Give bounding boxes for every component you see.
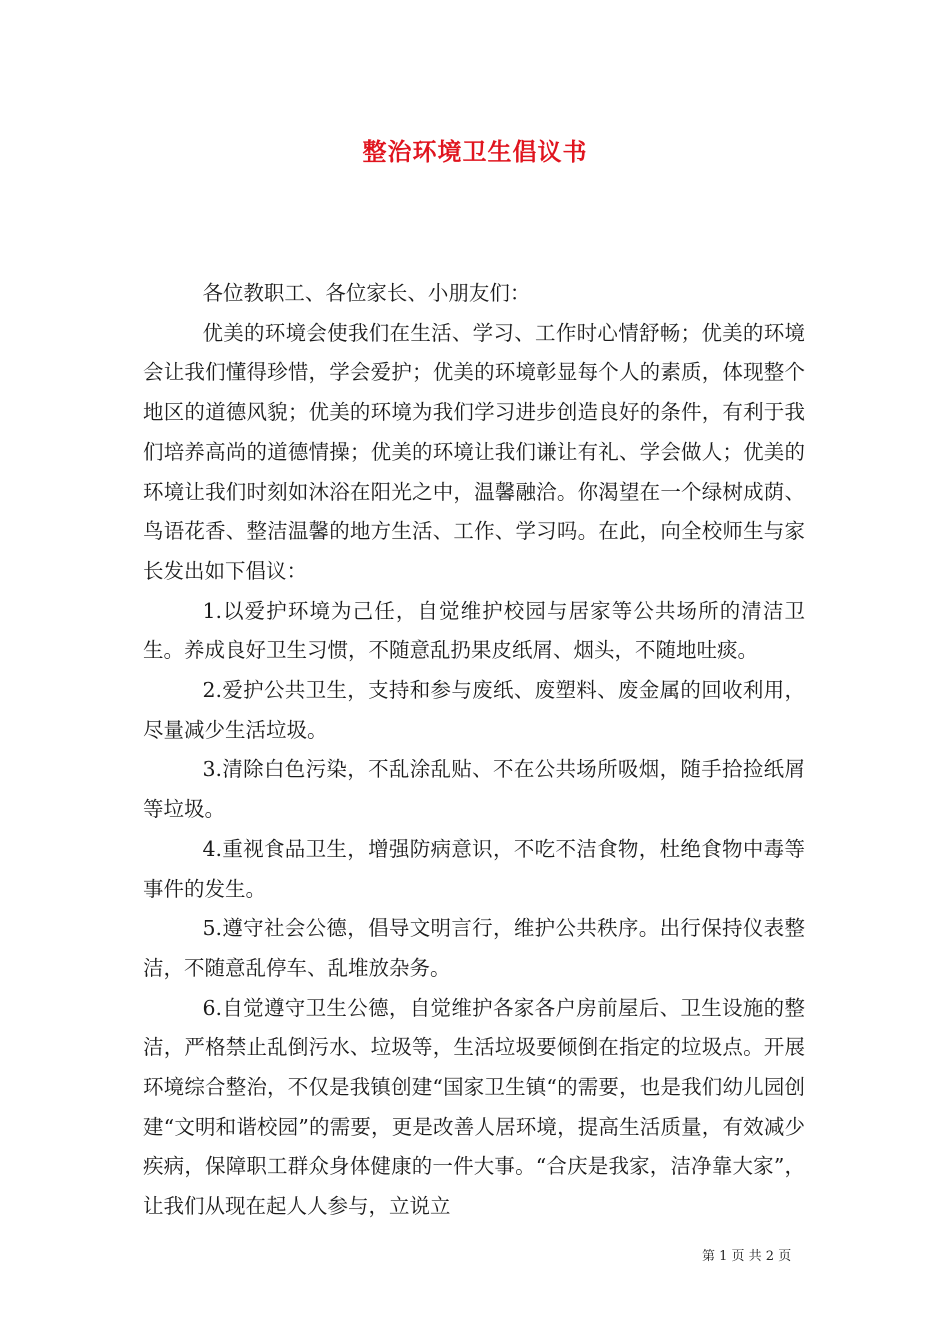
greeting: 各位教职工、各位家长、小朋友们：: [202, 281, 531, 305]
item-4: 4.重视食品卫生，增强防病意识，不吃不洁食物，杜绝食物中毒等事件的发生。: [143, 836, 805, 901]
item-1: 1.以爱护环境为己任，自觉维护校园与居家等公共场所的清洁卫生。养成良好卫生习惯，不随意乱扔果皮纸屑、烟头，不随地吐痰。: [143, 598, 805, 663]
item-5: 5.遵守社会公德，倡导文明言行，维护公共秩序。出行保持仪表整洁，不随意乱停车、乱堆放杂务。: [143, 916, 805, 980]
intro-paragraph: 优美的环境会使我们在生活、学习、工作时心情舒畅；优美的环境会让我们懂得珍惜，学会爱护；优美的环境彰显每个人的素质，体现整个地区的道德风貌；优美的环境为我们学习进步创造良好的条件，有利于我们培养高尚的道德情操；优美的环境让我们谦让有礼、学会做人；优美的环境让我们时刻如沐浴在阳光之中，温馨融洽。你渴望在一个绿树成荫、鸟语花香、整洁温馨的地方生活、工作、学习吗。在此，向全校师生与家长发出如下倡议：: [143, 320, 805, 583]
page-number: 第 1 页 共 2 页: [702, 1249, 792, 1264]
item-3: 3.清除白色污染，不乱涂乱贴、不在公共场所吸烟，随手拾捡纸屑等垃圾。: [143, 757, 805, 822]
item-6: 6.自觉遵守卫生公德，自觉维护各家各户房前屋后、卫生设施的整洁，严格禁止乱倒污水、垃圾等，生活垃圾要倾倒在指定的垃圾点。开展环境综合整治，不仅是我镇创建“国家卫生镇“的需要，也是我们幼儿园创建“文明和谐校园”的需要，更是改善人居环境，提高生活质量，有效减少疾病，保障职工群众身体健康的一件大事。“合庆是我家，洁净靠大家”，让我们从现在起人人参与，立说立: [143, 995, 805, 1219]
item-2: 2.爱护公共卫生，支持和参与废纸、废塑料、废金属的回收利用，尽量减少生活垃圾。: [143, 678, 805, 742]
document-body: [143, 274, 805, 1227]
document-title: 整治环境卫生倡议书: [362, 137, 588, 166]
